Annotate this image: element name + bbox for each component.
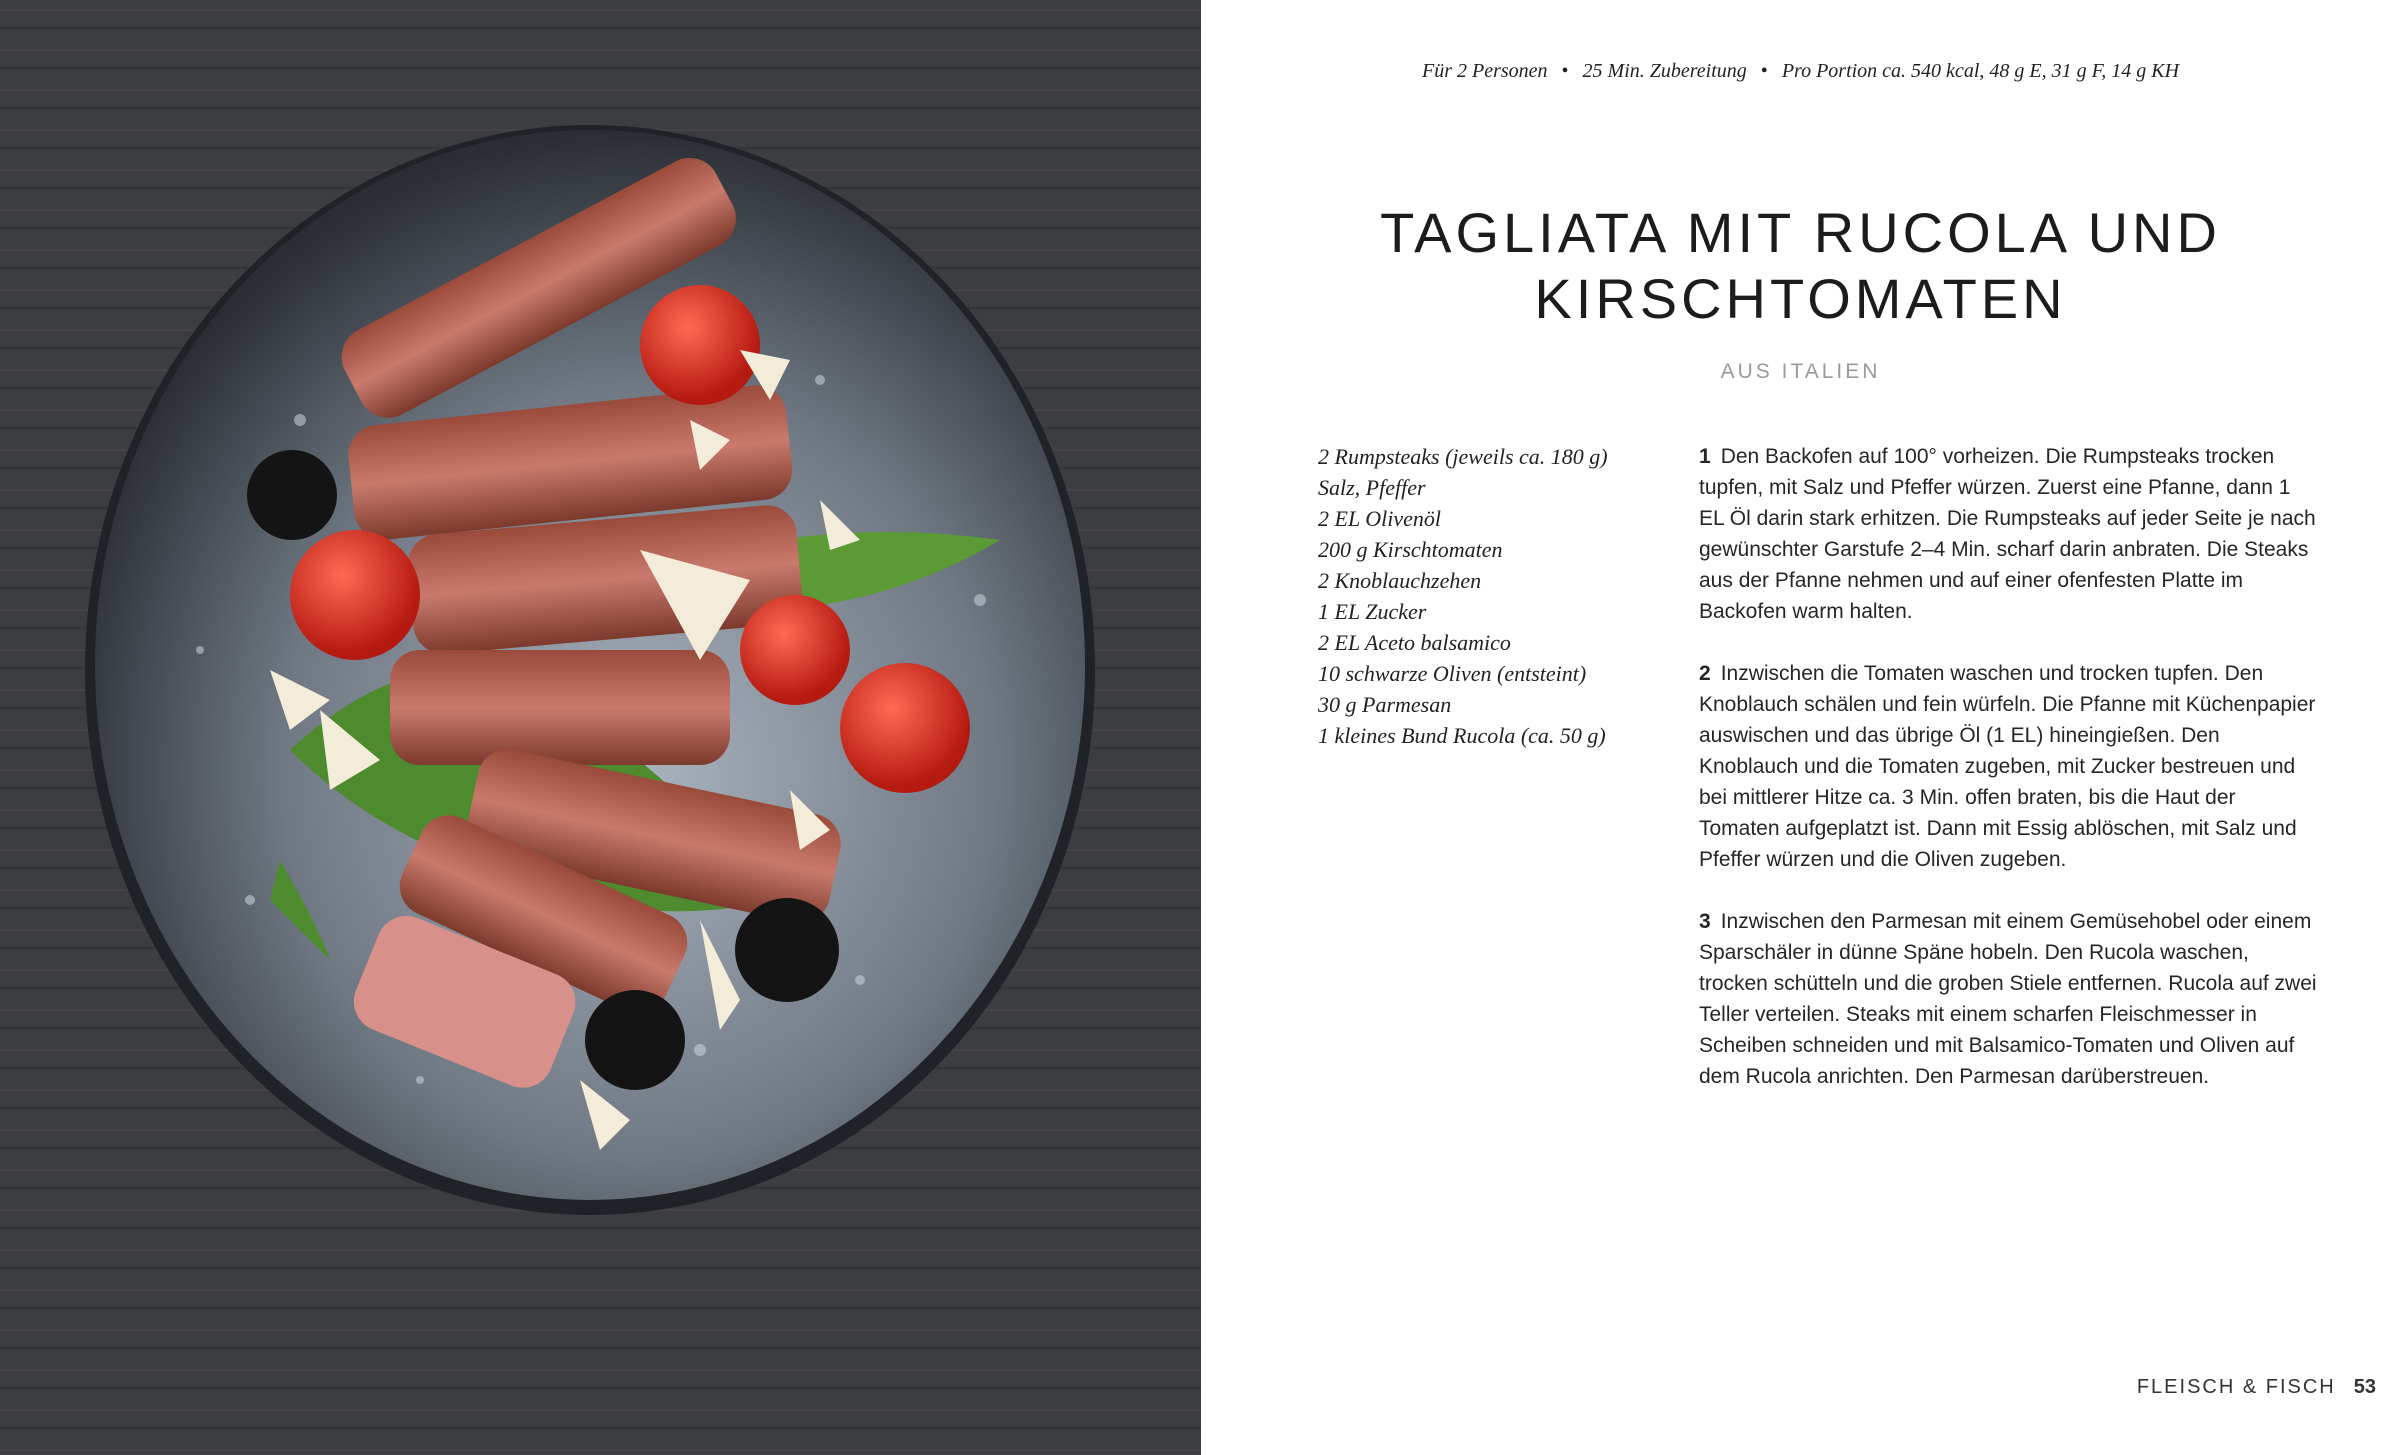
prep-time: 25 Min. Zubereitung (1582, 60, 1747, 82)
step-number: 1 (1699, 445, 1711, 468)
recipe-origin: AUS ITALIEN (1720, 360, 1881, 383)
servings: Für 2 Personen (1421, 60, 1548, 82)
step-text: Inzwischen den Parmesan mit einem Gemüsehobel oder einem Sparschäler in dünne Späne hobeln. Den Rucola waschen, trocken schütteln und die groben Stiele entfernen. Rucola auf zwei Teller verteilen. Steaks mit einem scharfen Fleischmesser in Scheiben schneiden und mit Balsamico-Tomaten und Oliven auf dem Rucola anrichten. Den Parmesan darüberstreuen. (1699, 910, 2317, 1088)
instruction-step (1699, 906, 2319, 1092)
ingredient-list (1318, 441, 1648, 751)
recipe-meta (1201, 60, 2400, 83)
ingredient-item: 30 g Parmesan (1318, 692, 1452, 717)
step-text: Den Backofen auf 100° vorheizen. Die Rumpsteaks trocken tupfen, mit Salz und Pfeffer würzen. Zuerst eine Pfanne, dann 1 EL Öl darin stark erhitzen. Die Rumpsteaks auf jeder Seite je nach gewünschter Garstufe 2–4 Min. scharf darin anbraten. Die Steaks aus der Pfanne nehmen und auf einer ofenfesten Platte im Backofen warm halten. (1699, 445, 2316, 623)
ingredient-item: 2 Knoblauchzehen (1318, 568, 1482, 593)
page-number: 53 (2353, 1376, 2376, 1398)
instruction-step (1699, 658, 2319, 875)
step-text: Inzwischen die Tomaten waschen und trocken tupfen. Den Knoblauch schälen und fein würfeln. Die Pfanne mit Küchenpapier auswischen und das übrige Öl (1 EL) hineingießen. Den Knoblauch und die Tomaten zugeben, mit Zucker bestreuen und bei mittlerer Hitze ca. 3 Min. offen braten, bis die Haut der Tomaten aufgeplatzt ist. Dann mit Essig ablöschen, mit Salz und Pfeffer würzen und die Oliven zugeben. (1699, 662, 2316, 871)
nutrition: Pro Portion ca. 540 kcal, 48 g E, 31 g F, 14 g KH (1781, 60, 2180, 82)
ingredient-item: Salz, Pfeffer (1318, 475, 1426, 500)
recipe-title (1201, 200, 2400, 332)
section-name: FLEISCH & FISCH (2136, 1376, 2336, 1398)
ingredient-item: 2 EL Aceto balsamico (1318, 630, 1511, 655)
ingredient-item: 2 EL Olivenöl (1318, 506, 1442, 531)
recipe-title-line-1: TAGLIATA MIT RUCOLA UND (1380, 201, 2221, 264)
ingredient-item: 10 schwarze Oliven (entsteint) (1318, 661, 1587, 686)
ingredient-item: 2 Rumpsteaks (jeweils ca. 180 g) (1318, 444, 1608, 469)
bullet-separator: • (1760, 60, 1768, 82)
instruction-step (1699, 441, 2319, 627)
step-number: 3 (1699, 910, 1711, 933)
ingredient-item: 200 g Kirschtomaten (1318, 537, 1503, 562)
bullet-separator: • (1561, 60, 1569, 82)
step-number: 2 (1699, 662, 1711, 685)
ingredient-item: 1 EL Zucker (1318, 599, 1427, 624)
recipe-title-line-2: KIRSCHTOMATEN (1534, 267, 2067, 330)
ingredient-item: 1 kleines Bund Rucola (ca. 50 g) (1318, 723, 1606, 748)
page-footer (2137, 1376, 2376, 1399)
recipe-page (1201, 0, 2400, 1455)
instruction-steps (1699, 441, 2319, 1123)
